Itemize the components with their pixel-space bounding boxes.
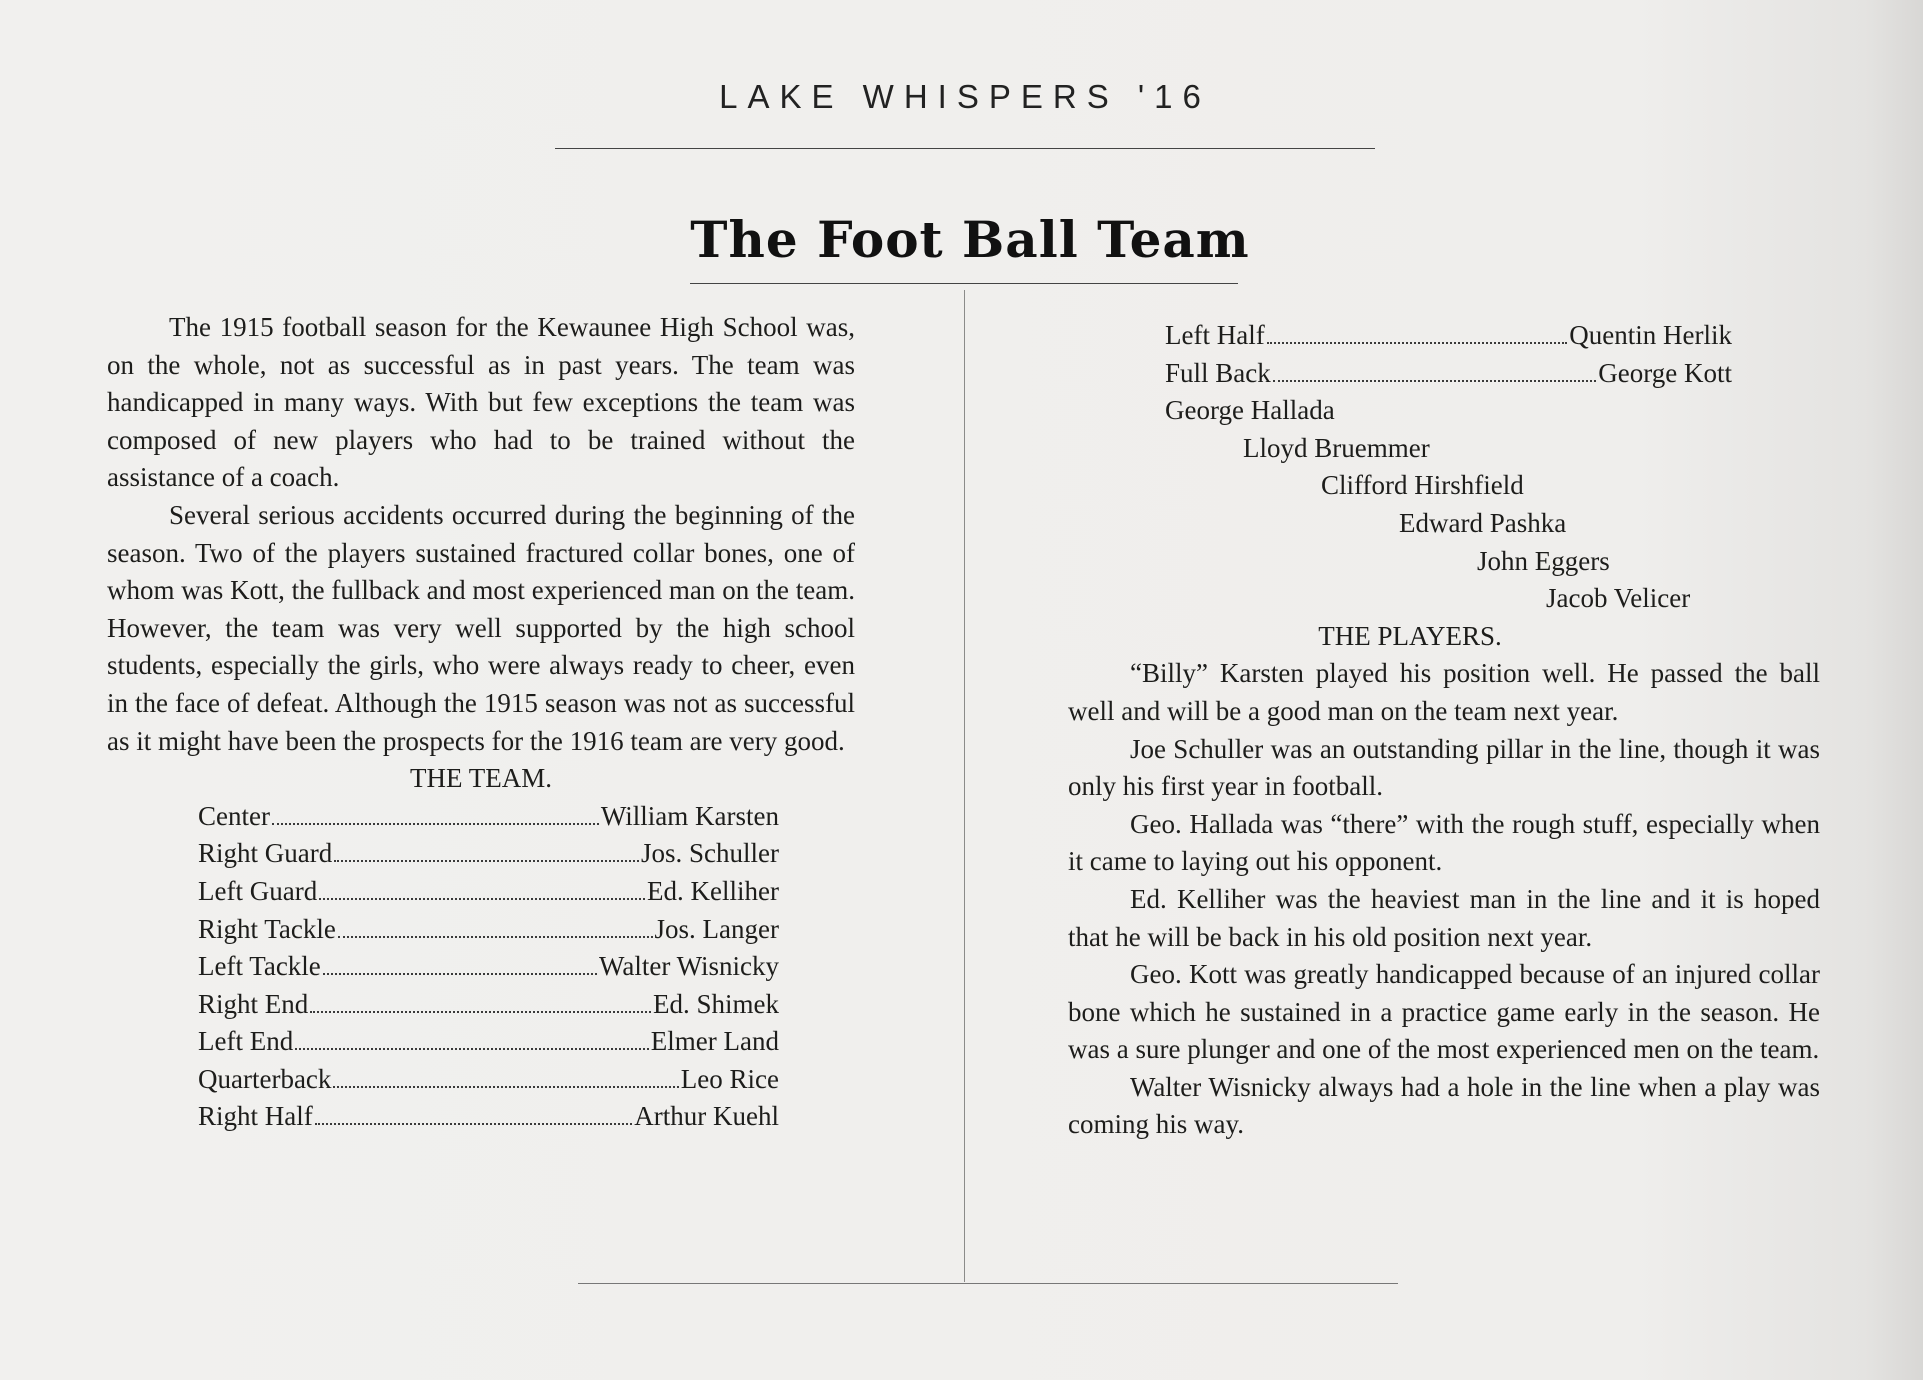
roster-row bbox=[198, 873, 779, 911]
roster-player: George Kott bbox=[1598, 357, 1732, 388]
substitute-name: John Eggers bbox=[1477, 545, 1610, 576]
roster-player: Jos. Schuller bbox=[641, 838, 779, 869]
right-column bbox=[1068, 317, 1820, 1144]
page-title: The Foot Ball Team bbox=[690, 210, 1250, 269]
roster-position: Full Back bbox=[1165, 357, 1271, 388]
roster-player: Leo Rice bbox=[680, 1063, 779, 1094]
title-rule bbox=[690, 283, 1238, 284]
leader-dots bbox=[323, 973, 597, 975]
player-paragraph-1: “Billy” Karsten played his position well. He passed the ball well and will be a good man on the team next year. bbox=[1068, 658, 1820, 726]
roster-position: Left End bbox=[198, 1026, 294, 1057]
running-head: LAKE WHISPERS '16 bbox=[719, 78, 1211, 115]
substitute-name: George Hallada bbox=[1165, 395, 1335, 426]
roster-position: Left Half bbox=[1165, 320, 1265, 350]
roster-position: Quarterback bbox=[198, 1063, 332, 1094]
intro-paragraph-1: The 1915 football season for the Kewaunee High School was, on the whole, not as successful as in past years. The team was handicapped in many ways. With but few exceptions the team was composed of new players who had to be trained without the assistance of a coach. bbox=[107, 312, 855, 493]
roster-position: Left Tackle bbox=[198, 951, 321, 982]
roster-row bbox=[198, 798, 779, 836]
leader-dots bbox=[338, 936, 653, 938]
leader-dots bbox=[315, 1123, 633, 1125]
roster-player: Walter Wisnicky bbox=[599, 951, 779, 982]
header-rule bbox=[555, 148, 1375, 149]
roster-player: Elmer Land bbox=[650, 1026, 779, 1057]
column-divider bbox=[964, 290, 965, 1282]
roster-row bbox=[198, 835, 779, 873]
roster-position: Right Tackle bbox=[198, 913, 336, 944]
roster-row bbox=[1165, 355, 1732, 393]
team-roster-continued bbox=[1165, 317, 1732, 392]
roster-row bbox=[198, 948, 779, 986]
leader-dots bbox=[333, 1086, 678, 1088]
roster-row bbox=[198, 1061, 779, 1099]
leader-dots bbox=[1267, 342, 1568, 344]
leader-dots bbox=[334, 860, 639, 862]
team-heading: THE TEAM. bbox=[410, 763, 552, 794]
roster-player: Jos. Langer bbox=[654, 913, 779, 944]
substitutes-list bbox=[1068, 392, 1820, 618]
leader-dots bbox=[310, 1011, 651, 1013]
players-heading: THE PLAYERS. bbox=[1318, 620, 1502, 651]
left-column bbox=[107, 309, 855, 1136]
roster-row bbox=[1165, 317, 1732, 355]
roster-row bbox=[198, 911, 779, 949]
substitute-name: Jacob Velicer bbox=[1546, 583, 1691, 614]
leader-dots bbox=[295, 1048, 649, 1050]
roster-row bbox=[198, 1023, 779, 1061]
roster-position: Right Guard bbox=[198, 838, 333, 869]
substitute-name: Lloyd Bruemmer bbox=[1243, 432, 1430, 463]
substitute-name: Clifford Hirshfield bbox=[1321, 470, 1524, 501]
roster-row bbox=[198, 986, 779, 1024]
leader-dots bbox=[272, 823, 599, 825]
team-roster bbox=[198, 798, 779, 1136]
leader-dots bbox=[1273, 380, 1597, 382]
roster-player: Ed. Shimek bbox=[653, 988, 779, 1019]
substitute-name: Edward Pashka bbox=[1399, 507, 1567, 538]
roster-position: Right Half bbox=[198, 1101, 313, 1132]
footer-rule bbox=[578, 1283, 1398, 1284]
roster-player: Quentin Herlik bbox=[1569, 320, 1732, 350]
player-paragraph-6: Walter Wisnicky always had a hole in the line when a play was coming his way. bbox=[1068, 1071, 1820, 1140]
roster-player: William Karsten bbox=[600, 800, 779, 831]
player-paragraph-4: Ed. Kelliher was the heaviest man in the line and it is hoped that he will be back in his old position next year. bbox=[1068, 883, 1820, 952]
player-paragraph-5: Geo. Kott was greatly handicapped because of an injured collar bone which he sustained in a practice game early in the season. He was a sure plunger and one of the most experienced men on the team. bbox=[1068, 959, 1820, 1065]
player-paragraph-3: Geo. Hallada was “there” with the rough stuff, especially when it came to laying out his opponent. bbox=[1068, 808, 1820, 877]
player-paragraph-2: Joe Schuller was an outstanding pillar in the line, though it was only his first year in football. bbox=[1068, 733, 1820, 802]
roster-row bbox=[198, 1098, 779, 1136]
roster-position: Center bbox=[198, 800, 270, 831]
leader-dots bbox=[319, 898, 645, 900]
roster-player: Arthur Kuehl bbox=[634, 1101, 779, 1132]
roster-position: Right End bbox=[198, 988, 309, 1019]
roster-position: Left Guard bbox=[198, 875, 318, 906]
roster-player: Ed. Kelliher bbox=[647, 875, 779, 906]
intro-paragraph-2: Several serious accidents occurred during the beginning of the season. Two of the players sustained fractured collar bones, one of whom was Kott, the fullback and most experienced man on the team. However, the team was very well supported by the high school students, especially the girls, who were always ready to cheer, even in the face of defeat. Although the 1915 season was not as successful as it might have been the prospects for the 1916 team are very good. bbox=[107, 499, 855, 756]
